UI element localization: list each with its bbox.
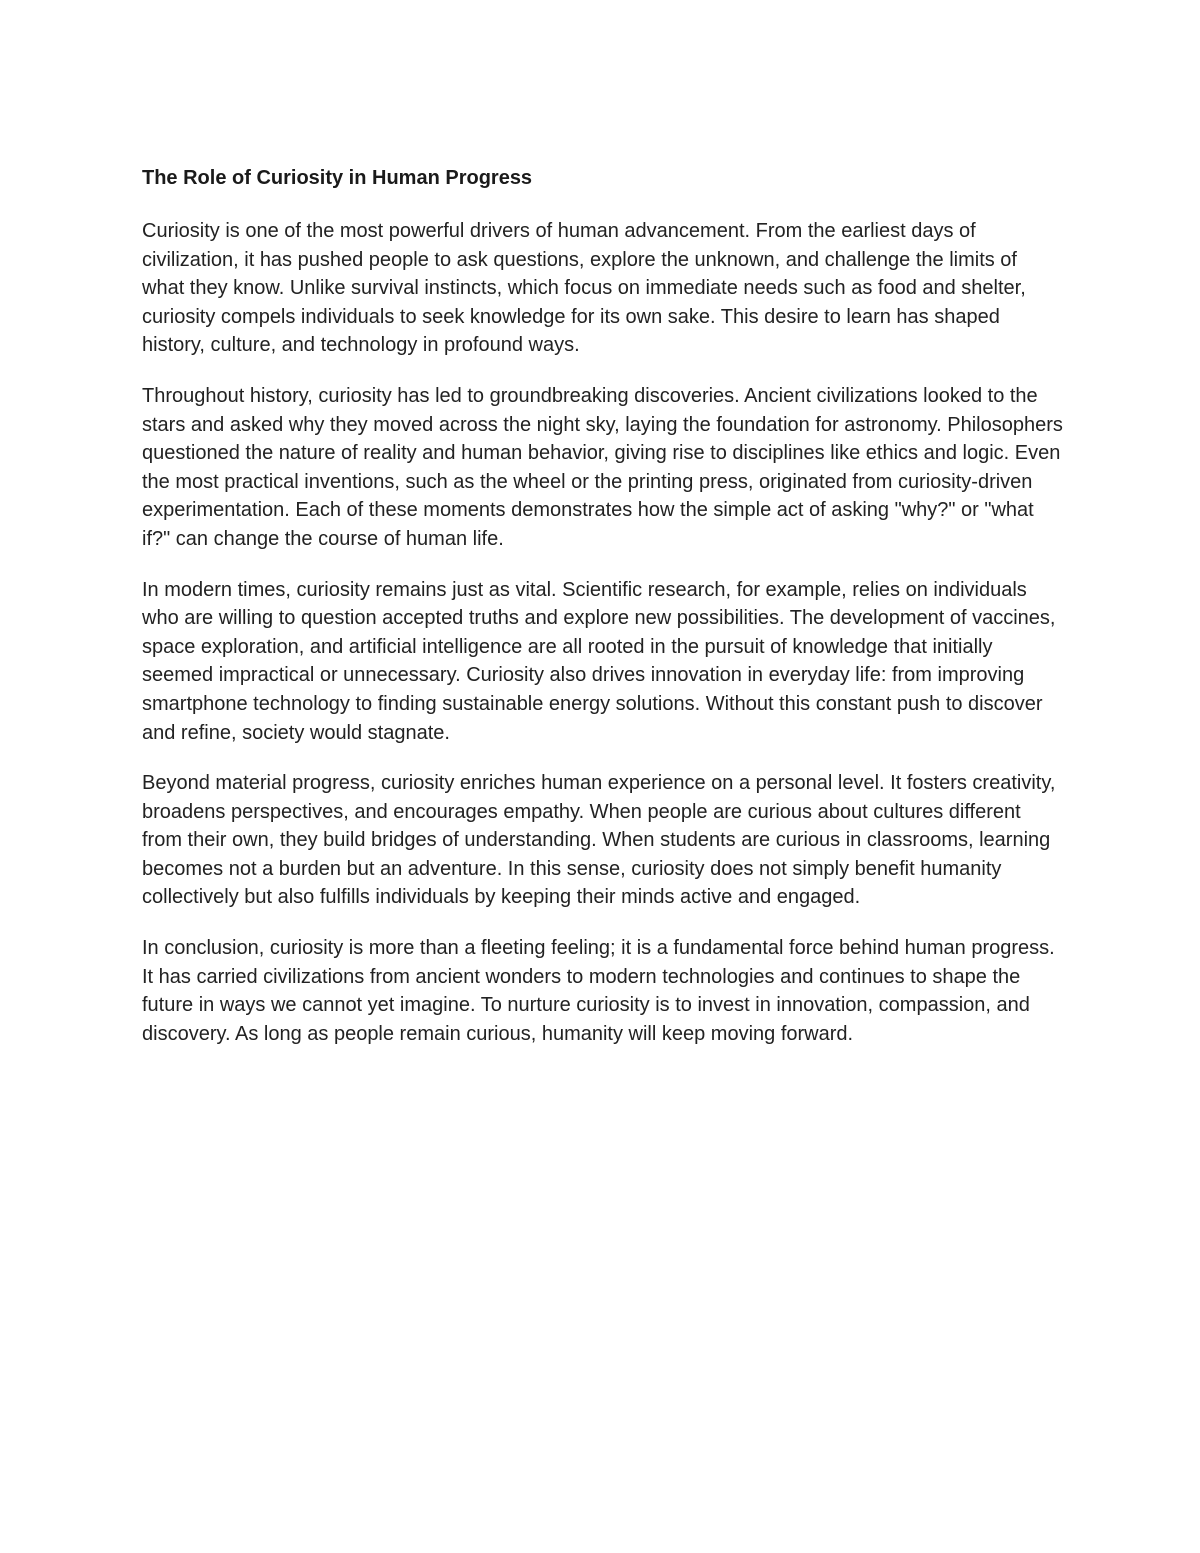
paragraph-modern-times: In modern times, curiosity remains just as vital. Scientific research, for example, relies on individuals who are willing to question accepted truths and explore new possibilities. The development of vaccines, space exploration, and artificial intelligence are all rooted in the pursuit of knowledge that initially seemed impractical or unnecessary. Curiosity also drives innovation in everyday life: from improving smartphone technology to finding sustainable energy solutions. Without this constant push to discover and refine, society would stagnate. [142,578,1056,744]
paragraph-conclusion: In conclusion, curiosity is more than a fleeting feeling; it is a fundamental force behind human progress. It has carried civilizations from ancient wonders to modern technologies and continues to shape the future in ways we cannot yet imagine. To nurture curiosity is to invest in innovation, compassion, and discovery. As long as people remain curious, humanity will keep moving forward. [142,937,1055,1045]
paragraph-history: Throughout history, curiosity has led to groundbreaking discoveries. Ancient civilizations looked to the stars and asked why they moved across the night sky, laying the foundation for astronomy. Philosophers questioned the nature of reality and human behavior, giving rise to disciplines like ethics and logic. Even the most practical inventions, such as the wheel or the printing press, originated from curiosity-driven experimentation. Each of these moments demonstrates how the simple act of asking "why?" or "what if?" can change the course of human life. [142,384,1063,550]
paragraph-personal-level: Beyond material progress, curiosity enriches human experience on a personal level. It fosters creativity, broadens perspectives, and encourages empathy. When people are curious about cultures different from their own, they build bridges of understanding. When students are curious in classrooms, learning becomes not a burden but an adventure. In this sense, curiosity does not simply benefit humanity collectively but also fulfills individuals by keeping their minds active and engaged. [142,772,1056,909]
paragraph-introduction: Curiosity is one of the most powerful drivers of human advancement. From the earliest days of civilization, it has pushed people to ask questions, explore the unknown, and challenge the limits of what they know. Unlike survival instincts, which focus on immediate needs such as food and shelter, curiosity compels individuals to seek knowledge for its own sake. This desire to learn has shaped history, culture, and technology in profound ways. [142,220,1026,357]
document-title: The Role of Curiosity in Human Progress [142,167,533,189]
document-body [142,164,1064,1048]
